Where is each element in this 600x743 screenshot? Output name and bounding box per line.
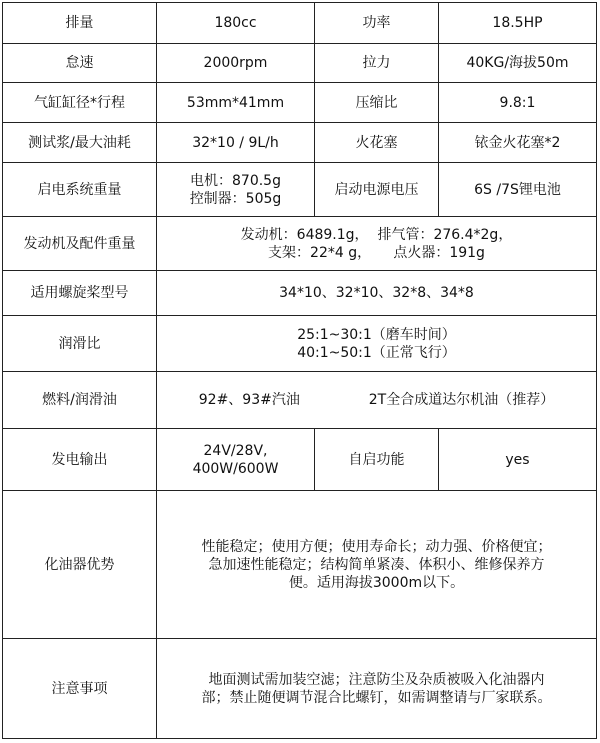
fuel-type: 92#、93#汽油 [198, 392, 300, 408]
engine-weight-line-1: 发动机：6489.1g， 排气管：276.4*2g， [240, 226, 513, 243]
notes-line-2: 部；禁止随便调节混合比螺钉，如需调整请与厂家联系。 [201, 689, 552, 706]
label-thrust: 拉力 [315, 44, 439, 83]
row-idle [3, 44, 597, 83]
generator-power: 400W/600W [192, 460, 279, 477]
label-auto-start: 自启功能 [315, 429, 439, 491]
value-thrust: 40KG/海拔50m [439, 44, 597, 83]
label-notes: 注意事项 [3, 639, 157, 739]
label-propeller: 适用螺旋桨型号 [3, 271, 157, 316]
carb-line-1: 性能稳定；使用方便；使用寿命长；动力强、价格便宜； [201, 538, 552, 555]
label-fuel: 燃料/润滑油 [3, 372, 157, 429]
engine-weight-line-2: 支架：22*4 g， 点火器：191g [268, 244, 485, 261]
lube-ratio-break-in: 25:1~30:1（磨车时间） [297, 326, 456, 343]
motor-weight: 电机：870.5g [190, 172, 281, 189]
label-spark-plug: 火花塞 [315, 123, 439, 163]
controller-weight: 控制器：505g [189, 190, 282, 207]
label-idle: 怠速 [3, 44, 157, 83]
value-engine-weight [157, 217, 597, 271]
carb-line-2: 急加速性能稳定；结构简单紧凑、体积小、维修保养方 [208, 556, 545, 573]
row-bore [3, 83, 597, 123]
row-displacement [3, 3, 597, 44]
value-generator [157, 429, 315, 491]
value-carburetor [157, 491, 597, 639]
value-fuel [157, 372, 597, 429]
label-test: 测试浆/最大油耗 [3, 123, 157, 163]
label-power: 功率 [315, 3, 439, 44]
value-ignition-weight [157, 163, 315, 217]
carb-line-3: 便。适用海拔3000m以下。 [288, 574, 465, 591]
oil-type: 2T全合成道达尔机油（推荐） [368, 392, 555, 408]
value-auto-start: yes [439, 429, 597, 491]
value-propeller: 34*10、32*10、32*8、34*8 [157, 271, 597, 316]
lube-ratio-normal: 40:1~50:1（正常飞行） [297, 344, 456, 361]
value-idle: 2000rpm [157, 44, 315, 83]
label-carburetor: 化油器优势 [3, 491, 157, 639]
value-lube-ratio [157, 316, 597, 372]
row-lube-ratio [3, 316, 597, 372]
value-test: 32*10 / 9L/h [157, 123, 315, 163]
row-engine-weight [3, 217, 597, 271]
generator-voltage: 24V/28V, [203, 442, 268, 459]
label-ignition-weight: 启电系统重量 [3, 163, 157, 217]
label-generator: 发电输出 [3, 429, 157, 491]
row-fuel [3, 372, 597, 429]
row-notes [3, 639, 597, 739]
row-test [3, 123, 597, 163]
row-ignition-weight [3, 163, 597, 217]
label-bore: 气缸缸径*行程 [3, 83, 157, 123]
label-start-voltage: 启动电源电压 [315, 163, 439, 217]
value-displacement: 180cc [157, 3, 315, 44]
row-propeller [3, 271, 597, 316]
notes-line-1: 地面测试需加装空滤；注意防尘及杂质被吸入化油器内 [208, 671, 545, 688]
value-notes [157, 639, 597, 739]
value-start-voltage: 6S /7S锂电池 [439, 163, 597, 217]
label-displacement: 排量 [3, 3, 157, 44]
row-carburetor [3, 491, 597, 639]
row-generator [3, 429, 597, 491]
label-engine-weight: 发动机及配件重量 [3, 217, 157, 271]
label-lube-ratio: 润滑比 [3, 316, 157, 372]
spec-table [2, 2, 597, 739]
value-bore: 53mm*41mm [157, 83, 315, 123]
value-compression: 9.8:1 [439, 83, 597, 123]
label-compression: 压缩比 [315, 83, 439, 123]
value-spark-plug: 铱金火花塞*2 [439, 123, 597, 163]
value-power: 18.5HP [439, 3, 597, 44]
